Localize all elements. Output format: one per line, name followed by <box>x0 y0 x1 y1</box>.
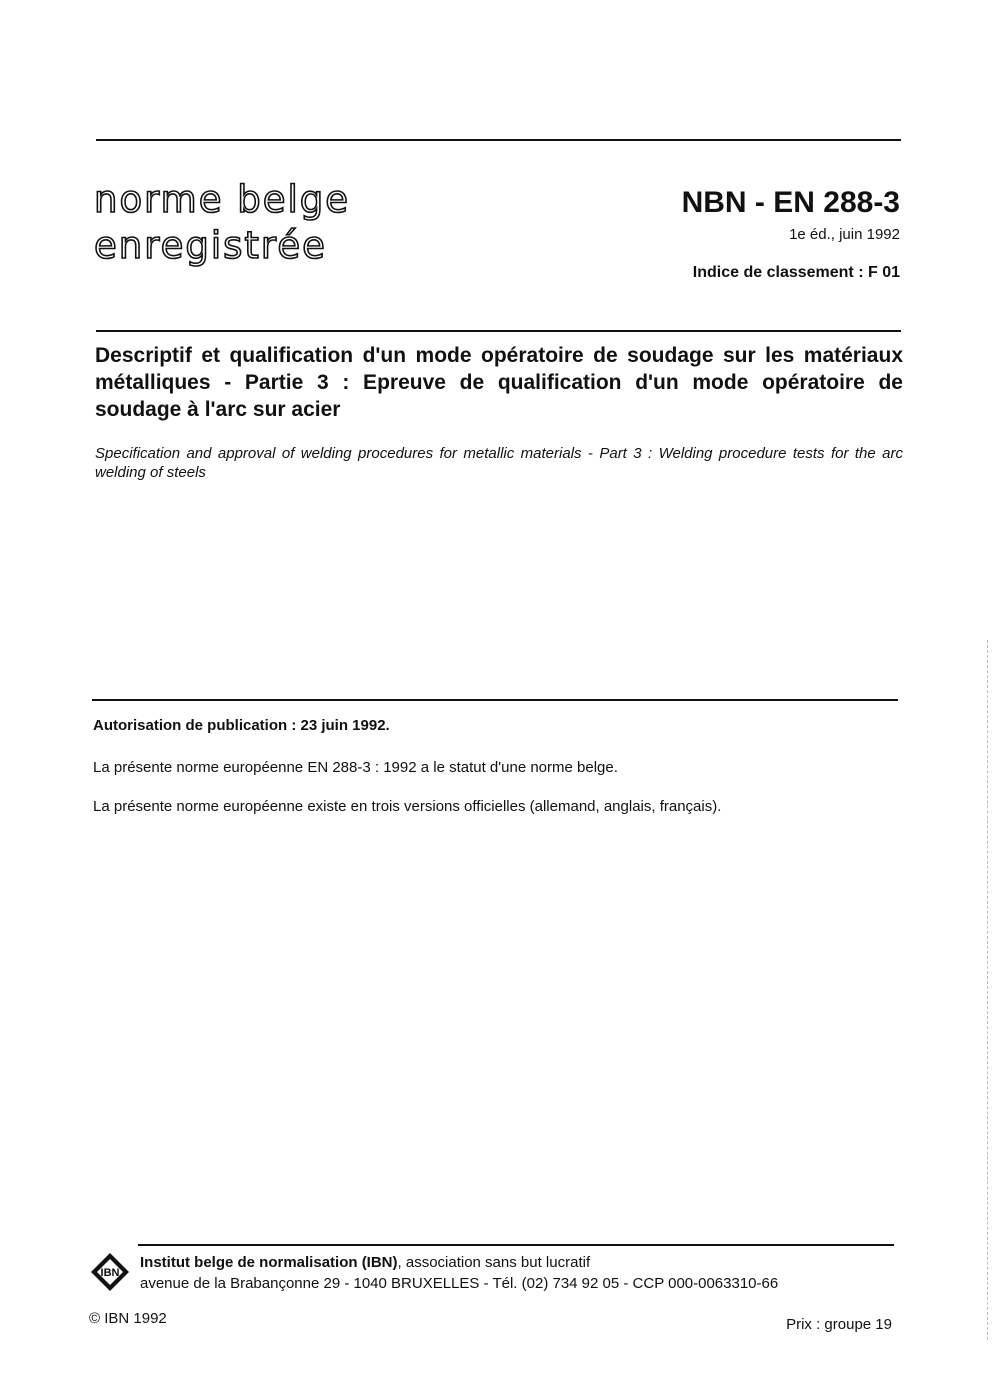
classification-index: Indice de classement : F 01 <box>692 264 900 281</box>
versions-paragraph: La présente norme européenne existe en trois versions officielles (allemand, anglais, français). <box>93 798 722 815</box>
enregistree-heading: enregistrée <box>94 224 327 267</box>
publication-rule <box>92 699 898 701</box>
edition-date: 1e éd., juin 1992 <box>789 226 900 243</box>
price-group: Prix : groupe 19 <box>786 1316 892 1333</box>
institute-name: Institut belge de normalisation (IBN) <box>140 1254 398 1271</box>
scan-edge-mark <box>987 640 989 1340</box>
title-english: Specification and approval of welding procedures for metallic materials - Part 3 : Welding procedure tests for the arc welding of steels <box>95 445 903 481</box>
publication-authorization: Autorisation de publication : 23 juin 1992. <box>93 717 390 734</box>
institute-line <box>140 1254 590 1271</box>
statut-paragraph: La présente norme européenne EN 288-3 : 1992 a le statut d'une norme belge. <box>93 759 618 776</box>
norme-belge-heading: norme belge <box>94 178 350 221</box>
institute-address: avenue de la Brabançonne 29 - 1040 BRUXELLES - Tél. (02) 734 92 05 - CCP 000-0063310-66 <box>140 1275 779 1292</box>
logo-text: IBN <box>100 1267 120 1279</box>
document-code: NBN - EN 288-3 <box>681 186 900 219</box>
top-rule <box>96 139 901 141</box>
footer-rule <box>138 1244 894 1246</box>
institute-description: , association sans but lucratif <box>397 1254 591 1271</box>
title-french: Descriptif et qualification d'un mode opératoire de soudage sur les matériaux métalliques - Partie 3 : Epreuve de qualification d'un mode opératoire de soudage à l'arc sur acier <box>95 344 903 421</box>
copyright: © IBN 1992 <box>89 1310 167 1327</box>
title-rule <box>96 330 901 332</box>
ibn-logo-icon <box>89 1251 131 1293</box>
